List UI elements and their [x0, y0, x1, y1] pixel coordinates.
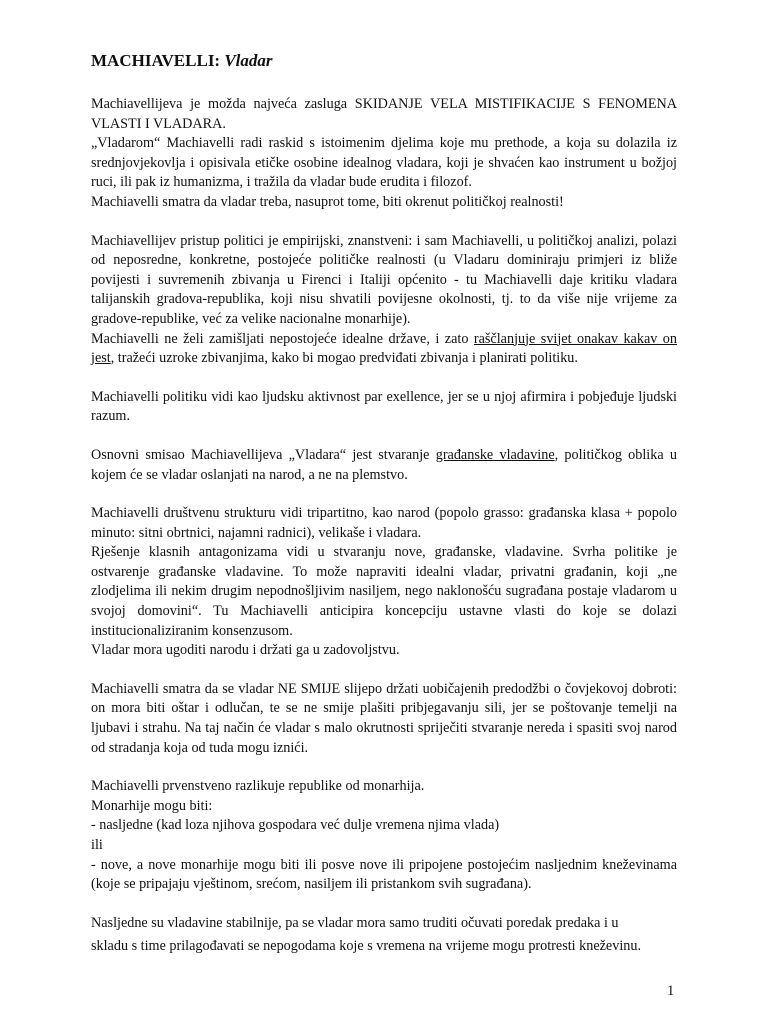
section-politics [91, 388, 677, 427]
paragraph: Rješenje klasnih antagonizama vidi u stvaranju nove, građanske, vladavine. Svrha politike je ostvarenje građanske vladavine. To može napraviti idealni vladar, privatni građanin, koji „ne zlodjelima ili nekim drugim nepodnošljivim nasiljem, nego naklonošću sugrađana postaje vladarom u svojoj domovini“. Tu Machiavelli anticipira koncepciju ustavne vlasti do koje se dolazi institucionaliziranim konsenzusom. [91, 544, 677, 639]
underlined-text: građanske vladavine [435, 446, 555, 463]
section-intro [91, 95, 677, 213]
paragraph [91, 446, 677, 485]
text-run: , tražeći uzroke zbivanjima, kako bi mogao predviđati zbivanja i planirati politiku. [110, 350, 578, 367]
section-ruler [91, 680, 677, 758]
title-main: MACHIAVELLI: [91, 51, 221, 70]
paragraph: ili [91, 837, 103, 853]
section-structure [91, 504, 677, 661]
title-subtitle: Vladar [224, 51, 273, 70]
paragraph: Machiavellijeva je možda najveća zasluga SKIDANJE VELA MISTIFIKACIJE S FENOMENA VLASTI I VLADARA. [91, 96, 677, 132]
section-approach [91, 232, 677, 369]
paragraph: „Vladarom“ Machiavelli radi raskid s istoimenim djelima koje mu prethode, a koja su dolazila iz srednjovjekovlja i opisivala etičke osobine idealnog vladara, koji je shvaćen kao instrument u božjoj ruci, ili pak iz humanizma, i tražila da vladar bude erudita i filozof. [91, 135, 677, 191]
paragraph: Machiavelli smatra da vladar treba, nasuprot tome, biti okrenut političkoj realnosti! [91, 193, 564, 210]
list-item: - nasljedne (kad loza njihova gospodara već dulje vremena njima vlada) [91, 817, 500, 834]
section-hereditary [91, 914, 677, 957]
paragraph: Vladar mora ugoditi narodu i držati ga u zadovoljstvu. [91, 642, 400, 659]
text-run: Osnovni smisao Machiavellijeva „Vladara“ jest stvaranje [91, 446, 436, 463]
paragraph [91, 330, 677, 369]
paragraph: Nasljedne su vladavine stabilnije, pa se vladar mora samo truditi očuvati poredak predaka i u [91, 914, 619, 931]
paragraph: Machiavelli prvenstveno razlikuje republike od monarhija. [91, 778, 425, 795]
list-item: - nove, a nove monarhije mogu biti ili posve nove ili pripojene postojećim nasljednim kneževinama (koje se pripajaju vještinom, srećom, nasiljem ili pristankom svih sugrađana). [91, 856, 677, 893]
page-number: 1 [667, 983, 675, 999]
text-run: , političkog oblika u kojem će se vladar oslanjati na narod, a ne na plemstvo. [91, 446, 677, 483]
text-run: Machiavelli ne želi zamišljati nepostojeće idealne države, i zato [91, 330, 474, 347]
paragraph: Machiavelli društvenu strukturu vidi tripartitno, kao narod (popolo grasso: građanska klasa + popolo minuto: sitni obrtnici, najamni radnici), velikaše i vladara. [91, 505, 677, 541]
document-page [91, 52, 677, 976]
paragraph: Monarhije mogu biti: [91, 797, 213, 814]
document-title [91, 52, 677, 70]
paragraph: Machiavelli smatra da se vladar NE SMIJE slijepo držati uobičajenih predodžbi o čovjekovoj dobroti: on mora biti oštar i odlučan, te se ne smije plašiti pribjegavanju sili, jer se poštovanje temelji na ljubavi i strahu. Na taj način će vladar s malo okrutnosti spriječiti stvaranje nereda i spasiti svoj narod od stradanja koja od tuda mogu iznići. [91, 680, 677, 756]
paragraph: Machiavellijev pristup politici je empirijski, znanstveni: i sam Machiavelli, u političkoj analizi, polazi od neposredne, konkretne, postojeće političke realnosti (u Vladaru dominiraju primjeri iz bliže povijesti i suvremenih zbivanja u Firenci i Italiji općenito - tu Machiavelli daje kritiku vladara talijanskih gradova-republika, koji nisu shvatili povijesne okolnosti, tj. to da više nije vrijeme za gradove-republike, već za velike nacionalne monarhije). [91, 232, 677, 327]
paragraph: skladu s time prilagođavati se nepogodama koje s vremena na vrijeme mogu protresti kneževinu. [91, 938, 642, 955]
paragraph: Machiavelli politiku vidi kao ljudsku aktivnost par exellence, jer se u njoj afirmira i pobjeđuje ljudski razum. [91, 388, 677, 425]
section-purpose [91, 446, 677, 485]
underlined-text: raščlanjuje svijet onakav kakav on jest [91, 330, 677, 367]
section-monarchies [91, 777, 677, 895]
